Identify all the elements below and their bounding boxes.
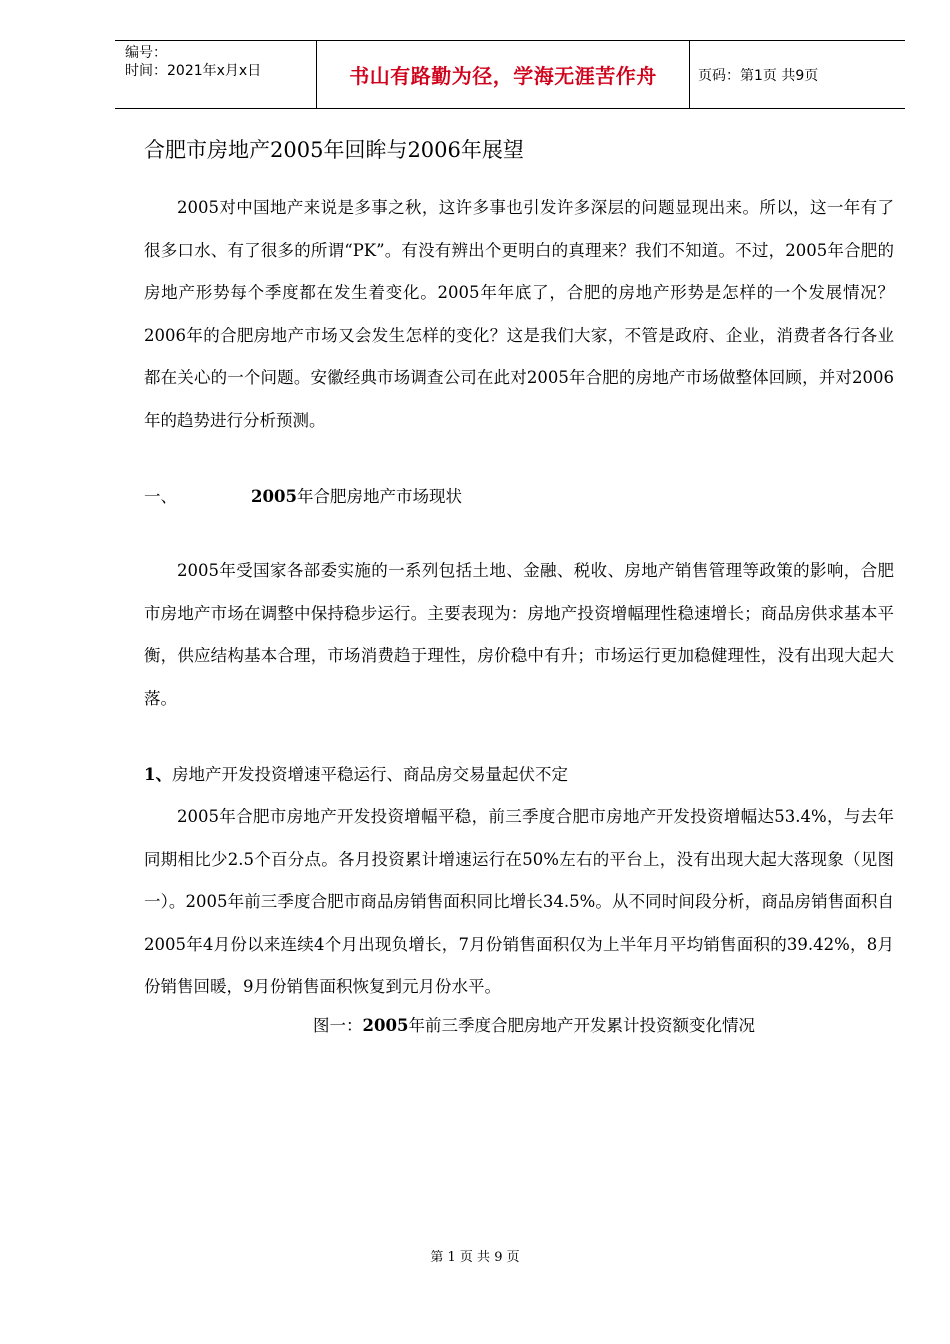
intro-paragraph: 2005对中国地产来说是多事之秋，这许多事也引发许多深层的问题显现出来。所以，这一年有了很多口水、有了很多的所谓“PK”。有没有辨出个更明白的真理来？我们不知道。不过，2005年合肥的房地产形势每个季度都在发生着变化。2005年年底了，合肥的房地产形势是怎样的一个发展情况？2006年的合肥房地产市场又会发生怎样的变化？这是我们大家，不管是政府、企业，消费者各行各业都在关心的一个问题。安徽经典市场调查公司在此对2005年合肥的房地产市场做整体回顾，并对2006年的趋势进行分析预测。: [144, 198, 894, 430]
subsection-heading: [144, 760, 894, 790]
page-info: 页码：第1页 共9页: [698, 67, 819, 84]
section-title-text: 年合肥房地产市场现状: [296, 487, 462, 506]
document-title: 合肥市房地产2005年回眸与2006年展望: [144, 138, 524, 162]
document-header: [115, 40, 905, 109]
page-footer: 第 1 页 共 9 页: [430, 1250, 520, 1265]
time-label: 时间：2021年x月x日: [125, 63, 262, 79]
figure-caption-prefix: 图一：: [313, 1015, 363, 1035]
section-heading: [144, 482, 894, 512]
header-page-cell: [690, 41, 905, 108]
header-meta-cell: [115, 41, 316, 108]
figure-caption: [144, 1011, 894, 1041]
figure-caption-year: 2005: [362, 1015, 409, 1035]
motto: 书山有路勤为径，学海无涯苦作舟: [349, 64, 657, 88]
subsection-number: 1、: [144, 765, 172, 784]
section-title-year: 2005: [251, 487, 297, 506]
section-paragraph: 2005年受国家各部委实施的一系列包括土地、金融、税收、房地产销售管理等政策的影响，合肥市房地产市场在调整中保持稳步运行。主要表现为：房地产投资增幅理性稳速增长；商品房供求基本平衡，供应结构基本合理，市场消费趋于理性，房价稳中有升；市场运行更加稳健理性，没有出现大起大落。: [144, 561, 894, 708]
document-body: [144, 125, 894, 1041]
number-label: 编号：: [125, 45, 167, 61]
header-motto-cell: [316, 41, 690, 108]
section-title: [251, 482, 462, 512]
section-number: 一、: [144, 487, 177, 506]
figure-caption-text: 年前三季度合肥房地产开发累计投资额变化情况: [408, 1015, 755, 1035]
subsection-paragraph: 2005年合肥市房地产开发投资增幅平稳，前三季度合肥市房地产开发投资增幅达53.4%，与去年同期相比少2.5个百分点。各月投资累计增速运行在50%左右的平台上，没有出现大起大落现象（见图一）。2005年前三季度合肥市商品房销售面积同比增长34.5%。从不同时间段分析，商品房销售面积自2005年4月份以来连续4个月出现负增长，7月份销售面积仅为上半年月平均销售面积的39.42%，8月份销售回暖，9月份销售面积恢复到元月份水平。: [144, 807, 894, 996]
subsection-title: 房地产开发投资增速平稳运行、商品房交易量起伏不定: [171, 765, 568, 784]
